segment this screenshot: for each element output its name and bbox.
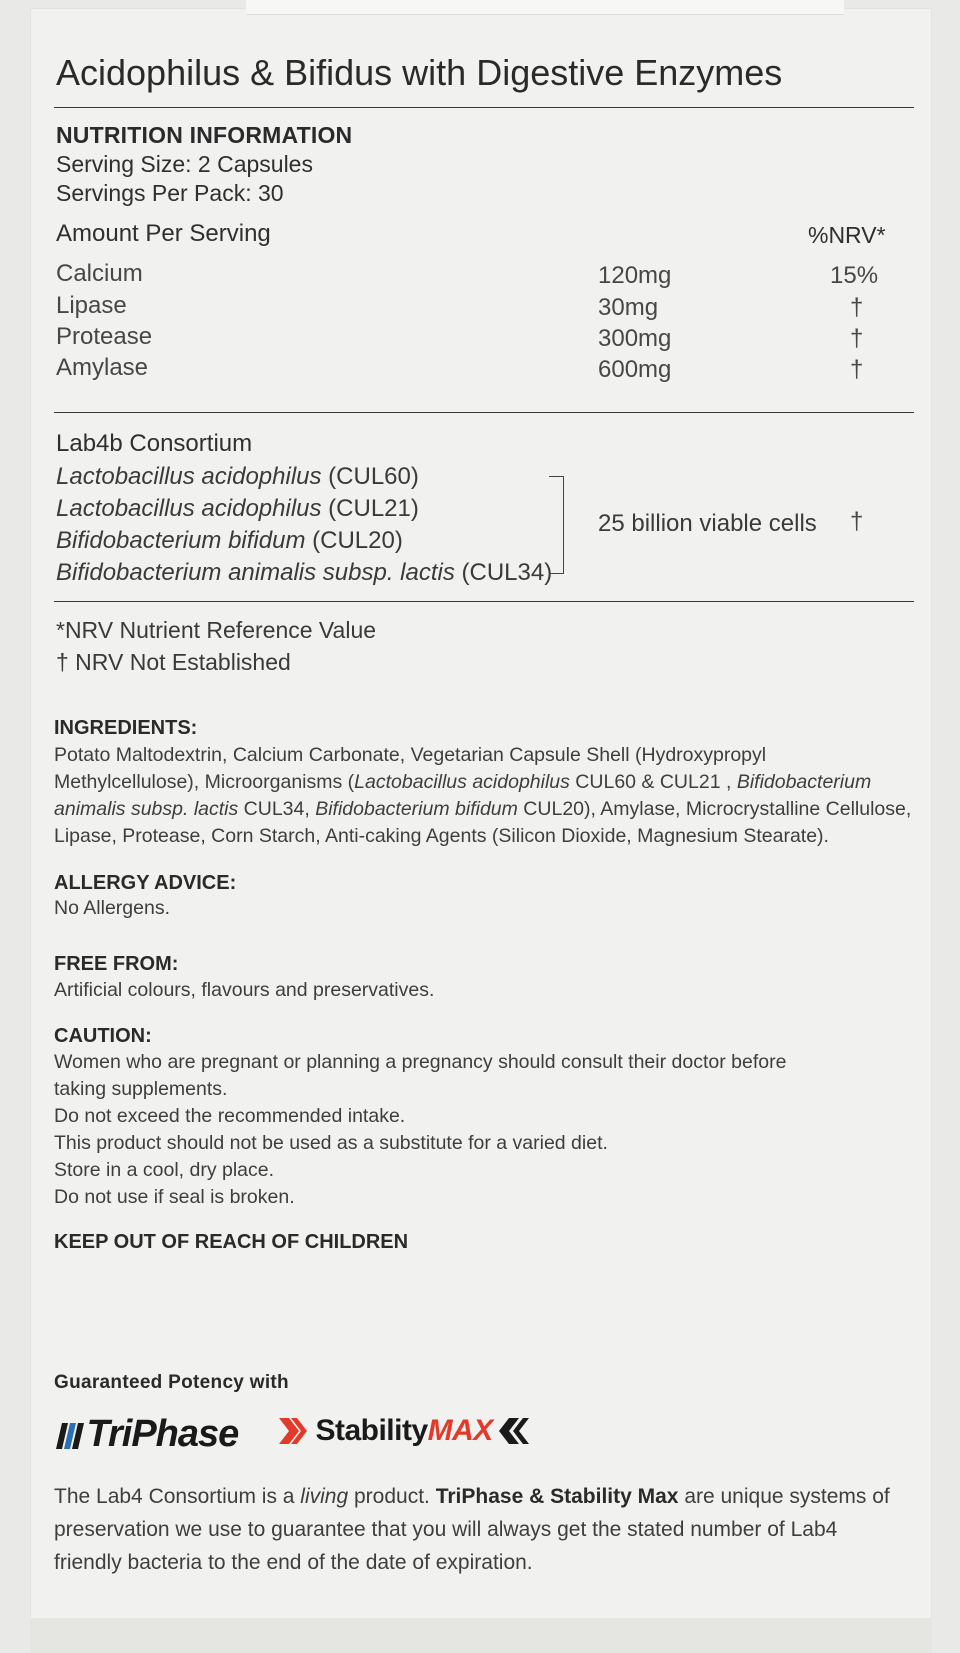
servings-per-pack: Servings Per Pack: 30 (56, 180, 284, 206)
nutrient-name: Calcium (56, 260, 143, 287)
chevron-right-icon (277, 1414, 311, 1448)
nutrition-heading: NUTRITION INFORMATION (56, 122, 353, 148)
strain-bracket (549, 476, 564, 574)
caution-line: Do not use if seal is broken. (54, 1186, 295, 1208)
free-from-text: Artificial colours, flavours and preservatives. (54, 979, 435, 1001)
product-title: Acidophilus & Bifidus with Digestive Enzymes (56, 52, 783, 93)
nutrient-nrv: † (850, 294, 864, 321)
serving-size: Serving Size: 2 Capsules (56, 151, 313, 177)
nutrient-name: Protease (56, 323, 153, 350)
caution-line: Women who are pregnant or planning a pregnancy should consult their doctor before (54, 1051, 787, 1073)
allergy-heading: ALLERGY ADVICE: (54, 872, 237, 894)
nutrient-nrv: † (850, 325, 864, 352)
allergy-text: No Allergens. (54, 897, 170, 919)
triphase-logo: TriPhase (54, 1413, 238, 1461)
consortium-heading: Lab4b Consortium (56, 430, 253, 457)
box-top-flap (246, 0, 844, 15)
caution-heading: CAUTION: (54, 1025, 152, 1047)
chevron-left-icon (497, 1414, 531, 1448)
strain-item: Lactobacillus acidophilus (CUL21) (56, 495, 419, 522)
consortium-amount: 25 billion viable cells (598, 510, 817, 537)
amount-per-serving-header: Amount Per Serving (56, 220, 271, 247)
consortium-nrv: † (850, 508, 864, 535)
keep-out-warning: KEEP OUT OF REACH OF CHILDREN (54, 1231, 409, 1253)
triphase-stripes-icon (54, 1419, 88, 1451)
nutrient-amount: 30mg (598, 294, 659, 321)
potency-heading: Guaranteed Potency with (54, 1372, 289, 1393)
strain-item: Bifidobacterium bifidum (CUL20) (56, 527, 403, 554)
dagger-footnote: † NRV Not Established (56, 649, 291, 675)
nutrient-amount: 600mg (598, 356, 672, 383)
caution-line: taking supplements. (54, 1078, 228, 1100)
ingredients-text: Potato Maltodextrin, Calcium Carbonate, Vegetarian Capsule Shell (Hydroxypropyl Methylcellulose), Microorganisms (Lactobacillus acidophilus CUL60 & CUL21 , Bifidobacterium animalis subsp. lactis CUL34, Bifidobacterium bifidum CUL20), Amylase, Microcrystalline Cellulose, Lipase, Protease, Corn Starch, Anti-caking Agents (Silicon Dioxide, Magnesium Stearate). (54, 744, 912, 847)
free-from-heading: FREE FROM: (54, 953, 179, 975)
nutrient-name: Lipase (56, 292, 127, 319)
ingredients-heading: INGREDIENTS: (54, 717, 198, 739)
caution-line: Do not exceed the recommended intake. (54, 1105, 406, 1127)
potency-description: The Lab4 Consortium is a living product. TriPhase & Stability Max are unique systems of preservation we use to guarantee that you will always get the stated number of Lab4 friendly bacteria to the end of the date of expiration. (54, 1485, 890, 1574)
nutrient-amount: 120mg (598, 262, 672, 289)
nutrient-nrv: † (850, 356, 864, 383)
box-bottom-edge (30, 1618, 932, 1653)
strain-item: Bifidobacterium animalis subsp. lactis (CUL34) (56, 559, 553, 586)
nutrition-divider (54, 412, 914, 413)
nrv-column-header: %NRV* (808, 222, 886, 248)
stabilitymax-logo: StabilityMAX (277, 1414, 531, 1462)
nutrient-name: Amylase (56, 354, 149, 381)
caution-line: This product should not be used as a substitute for a varied diet. (54, 1132, 608, 1154)
nutrient-amount: 300mg (598, 325, 672, 352)
title-divider (54, 107, 914, 108)
consortium-divider (54, 601, 914, 602)
nrv-footnote: *NRV Nutrient Reference Value (56, 617, 377, 643)
strain-item: Lactobacillus acidophilus (CUL60) (56, 463, 419, 490)
caution-line: Store in a cool, dry place. (54, 1159, 275, 1181)
nutrient-nrv: 15% (830, 262, 879, 289)
